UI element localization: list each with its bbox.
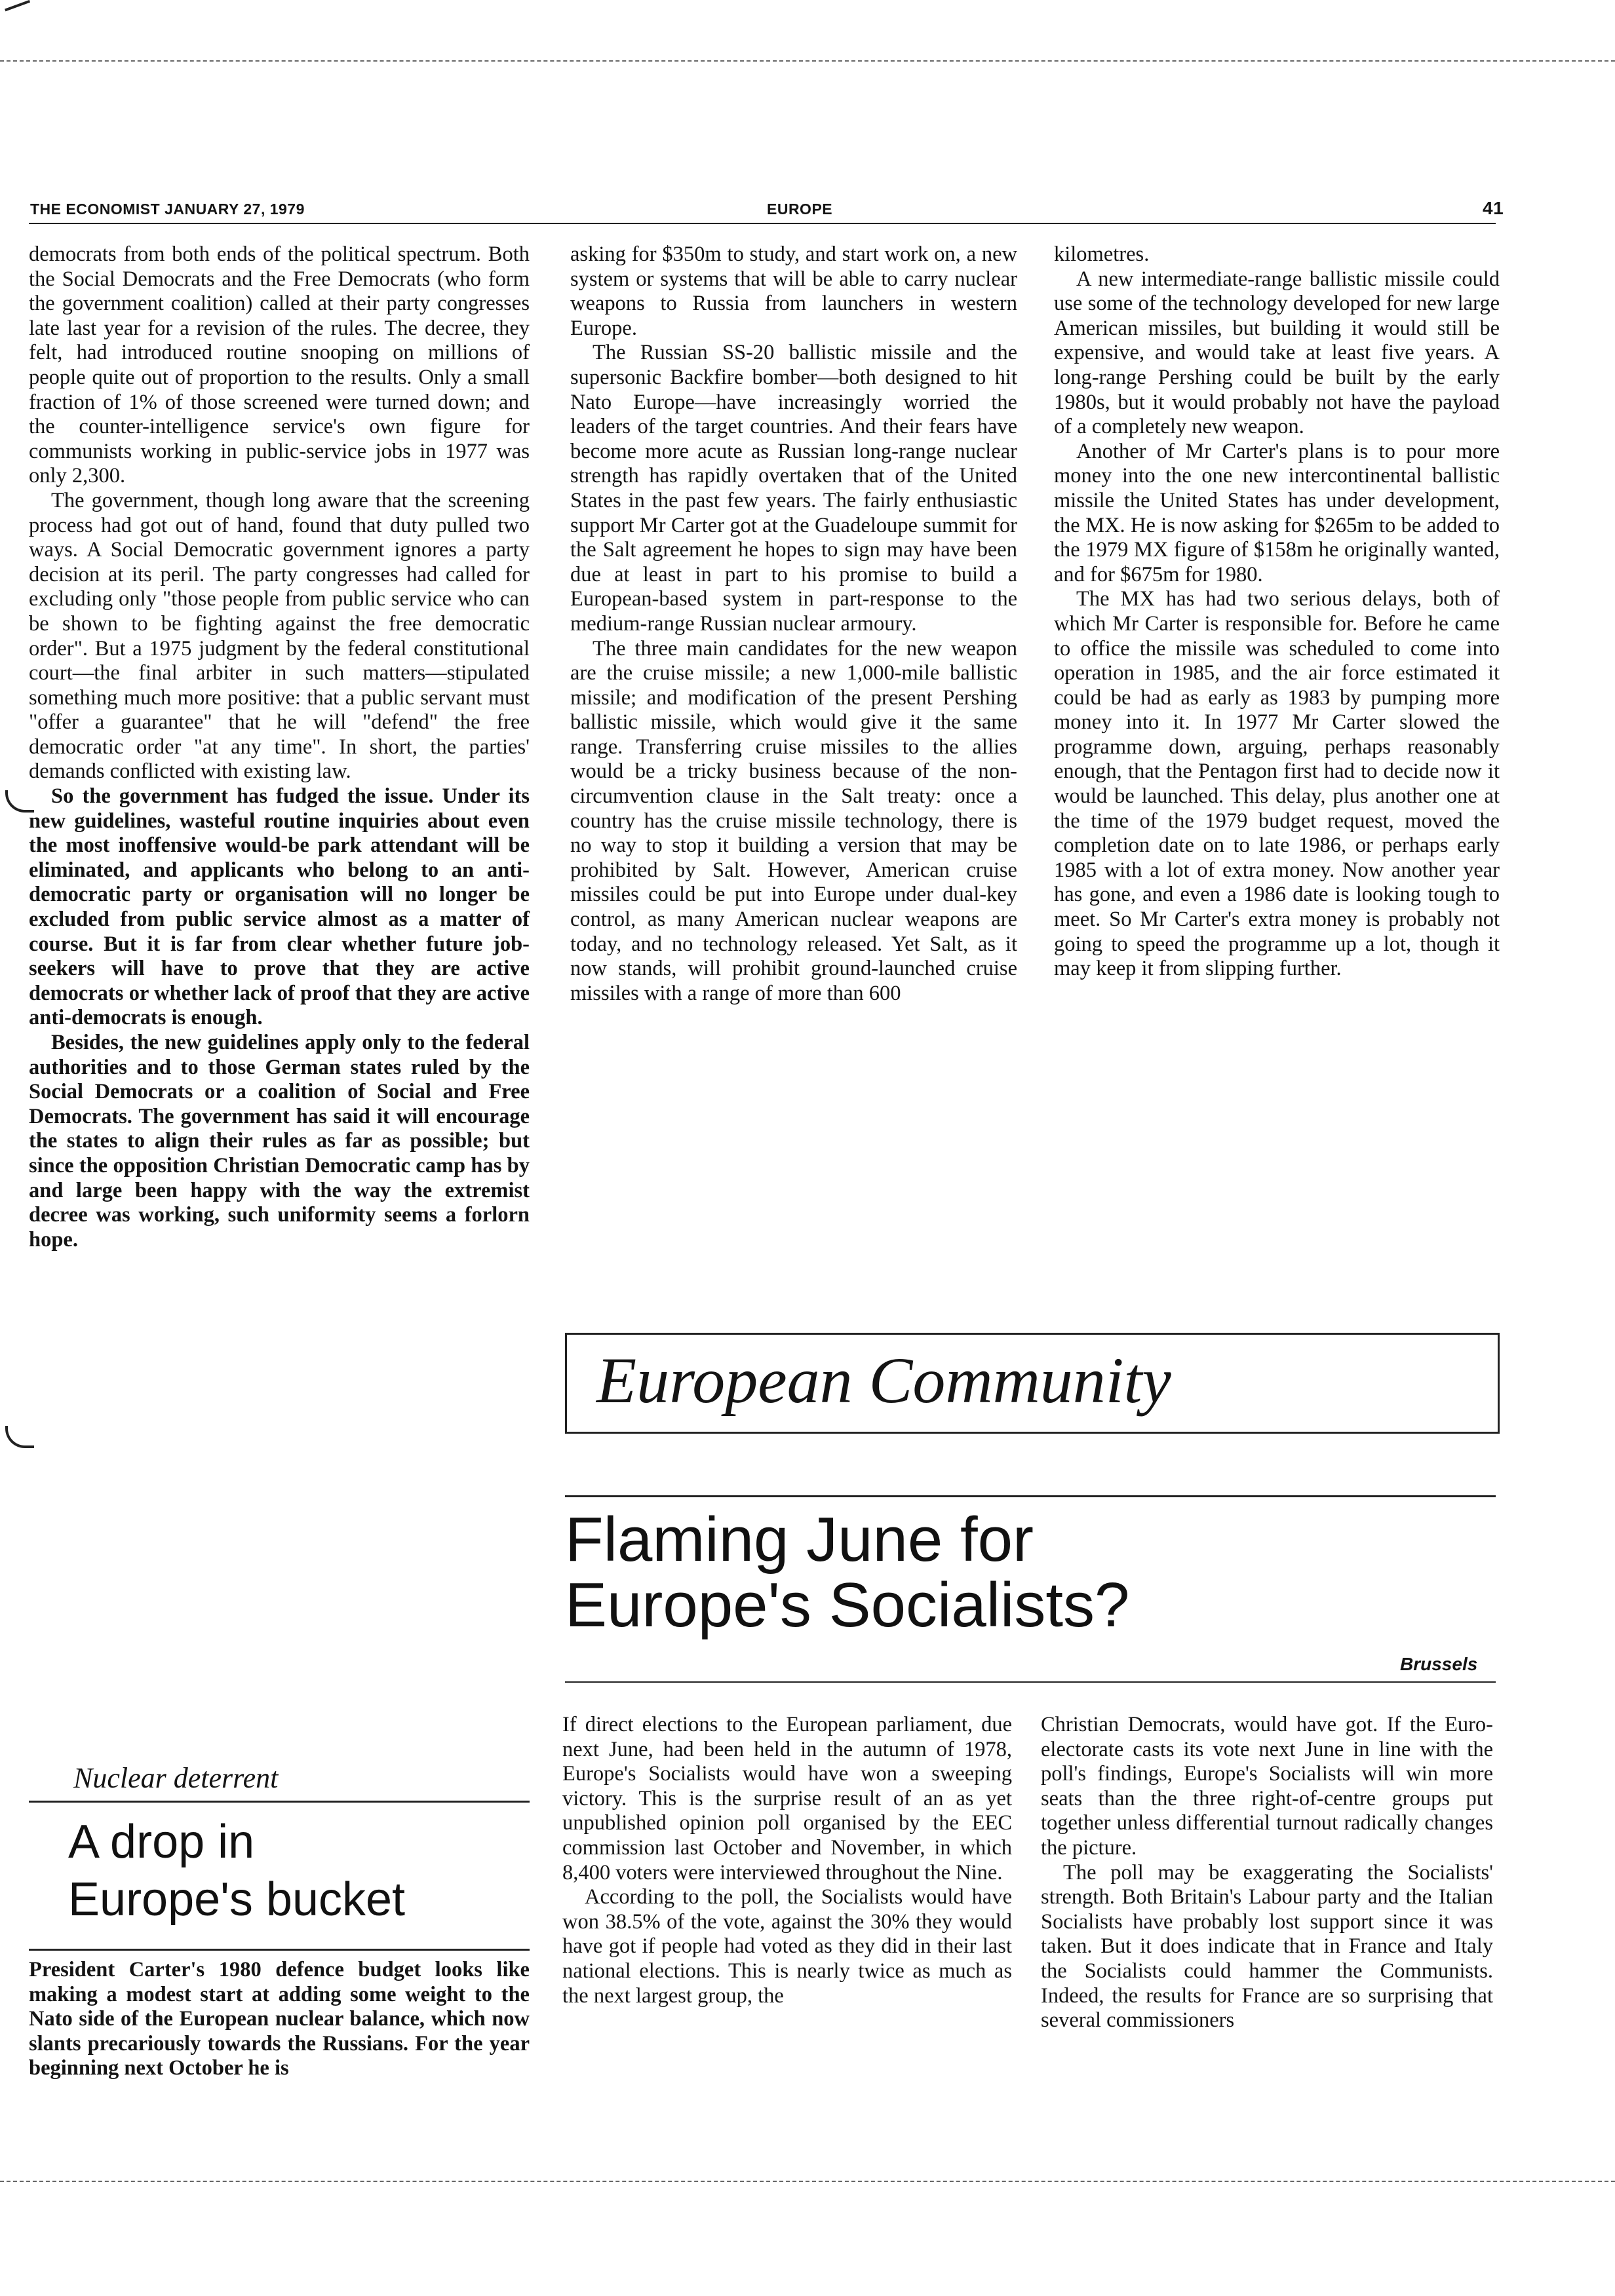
community-headline-line2: Europe's Socialists? (565, 1570, 1130, 1640)
community-headline-line1: Flaming June for (565, 1504, 1034, 1575)
col2-paragraph: The Russian SS-20 ballistic missile and the supersonic Backfire bomber—both designed to hit Nato Europe—have increasingly worried the leaders of the target countries. And their fears have become more acute as Russian long-range nuclear strength has rapidly overtaken that of the United States in the past few years. The fairly enthusiastic support Mr Carter got at the Guadeloupe summit for the Salt agreement he hopes to sign may have been due at least in part to his promise to build a European-based system in part-response to the medium-range Russian nuclear armoury. (570, 341, 1017, 636)
header-section: EUROPE (767, 201, 833, 218)
nuclear-headline-rule (29, 1949, 530, 1951)
scan-line-bottom (0, 2181, 1615, 2182)
header-rule (29, 223, 1496, 224)
scan-mark-top-left (5, 0, 35, 24)
community-top-rule (565, 1495, 1496, 1497)
col1-paragraph: The government, though long aware that the screening process had got out of hand, found that duty pulled two ways. A Social Democratic government ignores a party decision at its peril. The party congresses had called for excluding only "those people from public service who can be shown to be fighting against the free democratic order". But a 1975 judgment by the federal constitutional court—the final arbiter in such matters—stipulated something much more positive: that a public servant must "offer a guarantee" that he will "defend" the free democratic order "at any time". In short, the parties' demands conflicted with existing law. (29, 488, 530, 784)
community-paragraph: The poll may be exaggerating the Socialists' strength. Both Britain's Labour party and the Italian Socialists have probably lost support since it was taken. But it does indicate that in France and Italy the Socialists could hammer the Communists. Indeed, the results for France are so surprising that several commissioners (1041, 1860, 1493, 2033)
col1-paragraph: So the government has fudged the issue. Under its new guidelines, wasteful routine inquiries about even the most inoffensive would-be park attendant will be eliminated, and applicants who belong to an anti-democratic party or organisation will no longer be excluded from public service almost as a matter of course. But it is far from clear whether future job-seekers will have to prove that they are active democrats or whether lack of proof that they are active anti-democrats is enough. (29, 784, 530, 1030)
community-headline-rule (565, 1681, 1496, 1683)
nuclear-headline-line1: A drop in (68, 1816, 255, 1868)
community-paragraph: Christian Democrats, would have got. If the Euro-electorate casts its vote next June in line with the poll's findings, Europe's Socialists will win more seats than the three right-of-centre groups put together unless differential turnout radically changes the picture. (1041, 1713, 1493, 1860)
nuclear-kicker-rule (29, 1801, 530, 1803)
community-column-a (562, 1713, 1012, 2008)
header-page-number: 41 (1483, 198, 1504, 218)
col1-paragraph: democrats from both ends of the political spectrum. Both the Social Democrats and the Free Democrats (who form the government coalition) called at their party congresses late last year for a revision of the rules. The decree, they felt, had introduced routine snooping on millions of people quite out of proportion to the results. Only a small fraction of 1% of those screened were turned down; and the counter-intelligence service's own figure for communists working in public-service jobs in 1977 was only 2,300. (29, 242, 530, 488)
nuclear-lead-text: President Carter's 1980 defence budget looks like making a modest start at adding some weight to the Nato side of the European nuclear balance, which now slants precariously towards the Russians. For the year beginning next October he is (29, 1958, 530, 2080)
col3-paragraph: Another of Mr Carter's plans is to pour more money into the one new intercontinental ballistic missile the United States has under development, the MX. He is now asking for $265m to be added to the 1979 MX figure of $158m he originally wanted, and for $675m for 1980. (1054, 439, 1500, 586)
nuclear-kicker: Nuclear deterrent (73, 1762, 279, 1794)
community-paragraph: If direct elections to the European parliament, due next June, had been held in the autumn of 1978, Europe's Socialists would have won a sweeping victory. This is the surprise result of an as yet unpublished opinion poll organised by the EEC commission last October and November, in which 8,400 voters were interviewed throughout the Nine. (562, 1713, 1012, 1885)
community-dateline: Brussels (1400, 1654, 1478, 1674)
section-banner-title: European Community (596, 1344, 1171, 1417)
header-date: THE ECONOMIST JANUARY 27, 1979 (30, 201, 305, 218)
nuclear-headline-line2: Europe's bucket (68, 1873, 406, 1926)
col2-paragraph: asking for $350m to study, and start work on, a new system or systems that will be able to carry nuclear weapons to Russia from launchers in western Europe. (570, 242, 1017, 340)
column-1 (29, 242, 530, 1252)
col3-paragraph: kilometres. (1054, 242, 1150, 266)
col3-paragraph: A new intermediate-range ballistic missile could use some of the technology developed for new large American missiles, but building it would still be expensive, and would take at least five years. A long-range Pershing could be built by the early 1980s, but it would probably not have the payload of a completely new weapon. (1054, 267, 1500, 439)
margin-mark (5, 790, 34, 813)
community-column-b (1041, 1713, 1493, 2033)
col2-paragraph: The three main candidates for the new weapon are the cruise missile; a new 1,000-mile ballistic missile; and modification of the present Pershing ballistic missile, which would give it the same range. Transferring cruise missiles to the allies would be a tricky business because of the non-circumvention clause in the Salt treaty: once a country has the cruise missile technology, there is no way to stop it building a version that may be prohibited by Salt. However, American cruise missiles could be put into Europe under dual-key control, as many American nuclear weapons are today, and no technology released. Yet Salt, as it now stands, will prohibit ground-launched cruise missiles with a range of more than 600 (570, 636, 1017, 1005)
nuclear-lead (29, 1958, 530, 2081)
column-3 (1054, 242, 1500, 982)
column-2 (570, 242, 1017, 1006)
col1-paragraph: Besides, the new guidelines apply only to the federal authorities and to those German states ruled by the Social Democrats or a coalition of Social and Free Democrats. The government has said it will encourage the states to align their rules as far as possible; but since the opposition Christian Democratic camp has by and large been happy with the way the extremist decree was working, such uniformity seems a forlorn hope. (29, 1031, 530, 1252)
col3-paragraph: The MX has had two serious delays, both of which Mr Carter is responsible for. Before he came to office the missile was scheduled to come into operation in 1985, and the air force estimated it could be had as early as 1983 by pumping more money into it. In 1977 Mr Carter slowed the programme down, arguing, perhaps reasonably enough, that the Pentagon first had to decide now it would be launched. This delay, plus another one at the time of the 1979 budget request, moved the completion date on to late 1986, or perhaps early 1985 with a lot of extra money. Now another year has gone, and even a 1986 date is looking tough to meet. So Mr Carter's extra money is probably not going to speed the programme up a lot, though it may keep it from slipping further. (1054, 587, 1500, 981)
scan-line-top (0, 60, 1615, 62)
margin-mark (5, 1426, 34, 1448)
community-paragraph: According to the poll, the Socialists would have won 38.5% of the vote, against the 30% they would have got if people had voted as they did in their last national elections. This is nearly twice as much as the next largest group, the (562, 1885, 1012, 2008)
